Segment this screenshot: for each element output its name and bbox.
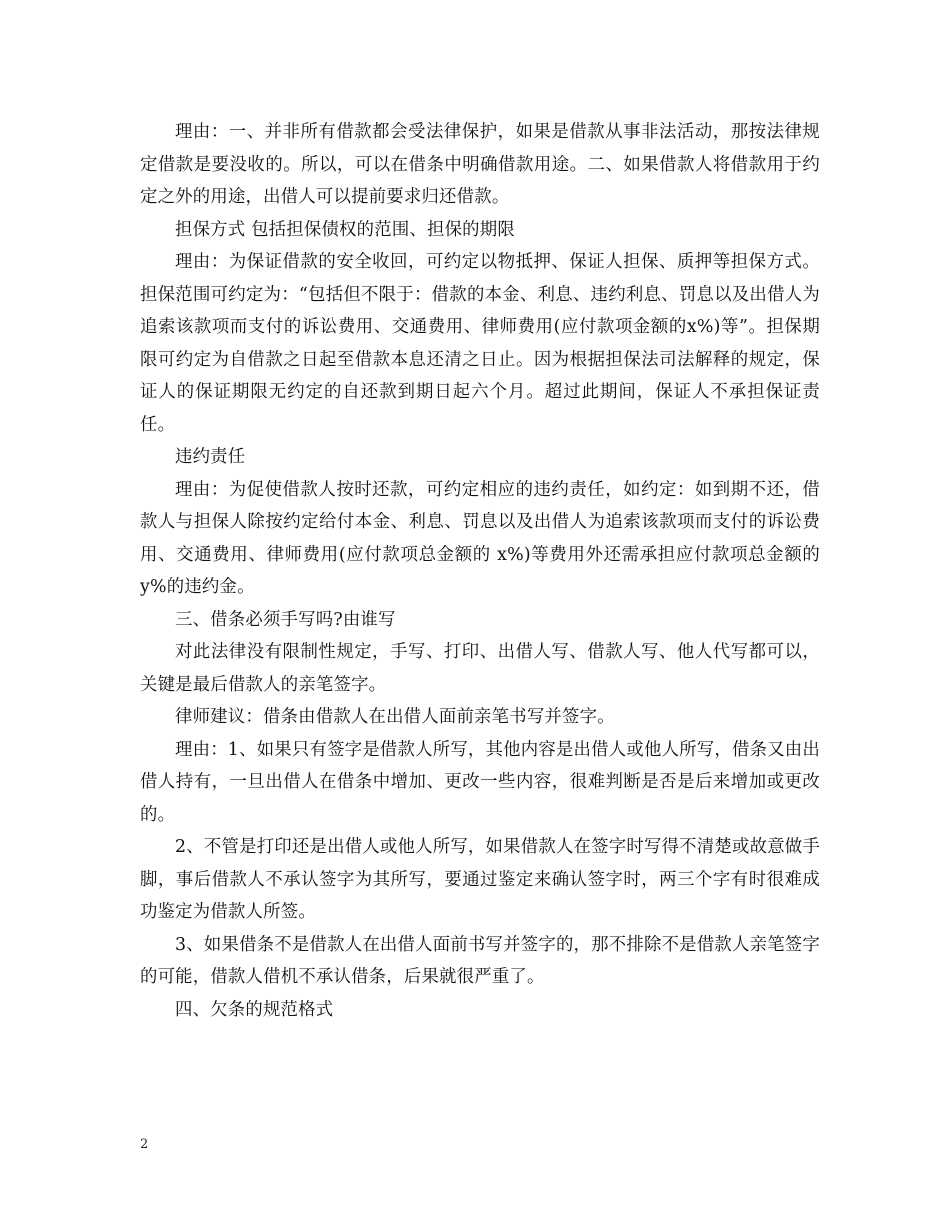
document-body <box>140 116 820 1026</box>
paragraph-no-legal-restriction: 对此法律没有限制性规定，手写、打印、出借人写、借款人写、他人代写都可以，关键是最后借款人的亲笔签字。 <box>140 642 820 695</box>
paragraph-breach-liability-reason: 理由：为促使借款人按时还款，可约定相应的违约责任，如约定：如到期不还，借款人与担保人除按约定给付本金、利息、罚息以及出借人为追索该款项而支付的诉讼费用、交通费用、律师费用(应付款项总金额的 x%)等费用外还需承担应付款项总金额的 y%的违约金。 <box>140 479 820 597</box>
paragraph-reason-3: 3、如果借条不是借款人在出借人面前书写并签字的，那不排除不是借款人亲笔签字的可能，借款人借机不承认借条，后果就很严重了。 <box>140 934 820 987</box>
paragraph-loan-purpose-reason: 理由：一、并非所有借款都会受法律保护，如果是借款从事非法活动，那按法律规定借款是要没收的。所以，可以在借条中明确借款用途。二、如果借款人将借款用于约定之外的用途，出借人可以提前要求归还借款。 <box>140 122 820 207</box>
paragraph-lawyer-advice: 律师建议：借条由借款人在出借人面前亲笔书写并签字。 <box>175 707 615 727</box>
paragraph-guarantee-reason: 理由：为保证借款的安全收回，可约定以物抵押、保证人担保、质押等担保方式。担保范围可约定为：“包括但不限于：借款的本金、利息、违约利息、罚息以及出借人为追索该款项而支付的诉讼费用、交通费用、律师费用(应付款项金额的x%)等”。担保期限可约定为自借款之日起至借款本息还清之日止。因为根据担保法司法解释的规定，保证人的保证期限无约定的自还款到期日起六个月。超过此期间，保证人不承担保证责任。 <box>140 252 820 435</box>
section-heading-handwritten: 三、借条必须手写吗?由谁写 <box>175 609 396 630</box>
paragraph-reason-2: 2、不管是打印还是出借人或他人所写，如果借款人在签字时写得不清楚或故意做手脚，事后借款人不承认签字为其所写，要通过鉴定来确认签字时，两三个字有时很难成功鉴定为借款人所签。 <box>140 837 820 922</box>
section-heading-iou-format: 四、欠条的规范格式 <box>175 999 334 1020</box>
paragraph-reason-1: 理由：1、如果只有签字是借款人所写，其他内容是出借人或他人所写，借条又由出借人持有，一旦出借人在借条中增加、更改一些内容，很难判断是否是后来增加或更改的。 <box>140 739 820 825</box>
paragraph-guarantee-method-heading: 担保方式 包括担保债权的范围、担保的期限 <box>175 219 515 240</box>
page-number: 2 <box>140 1137 149 1152</box>
paragraph-breach-liability-heading: 违约责任 <box>175 447 246 467</box>
